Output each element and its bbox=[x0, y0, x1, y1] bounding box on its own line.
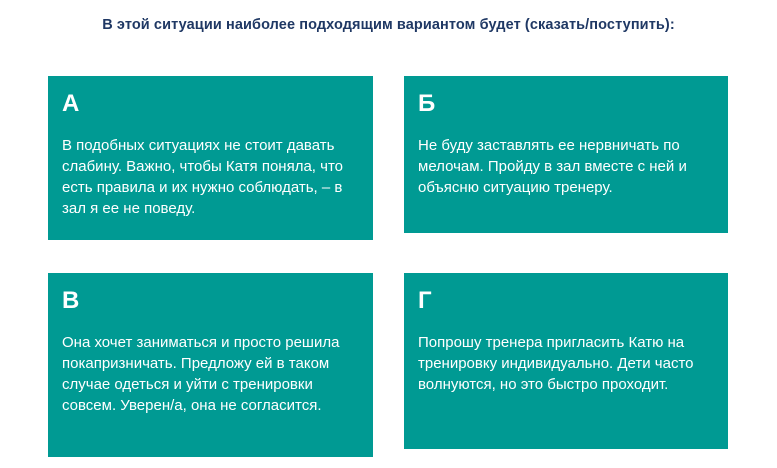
option-card-c[interactable] bbox=[48, 273, 373, 457]
option-text: Она хочет заниматься и просто решила покапризничать. Предложу ей в таком случае одеться и уйти с тренировки совсем. Уверен/а, она не согласится. bbox=[62, 334, 340, 414]
option-text: В подобных ситуациях не стоит давать слабину. Важно, чтобы Катя поняла, что есть правила и их нужно соблюдать, – в зал я ее не поведу. bbox=[62, 137, 343, 217]
option-letter: Б bbox=[418, 90, 436, 117]
option-letter: Г bbox=[418, 287, 432, 314]
option-text: Не буду заставлять ее нервничать по мелочам. Пройду в зал вместе с ней и объясню ситуацию тренеру. bbox=[418, 137, 687, 196]
option-text: Попрошу тренера пригласить Катю на тренировку индивидуально. Дети часто волнуются, но это быстро проходит. bbox=[418, 334, 694, 393]
option-card-b[interactable] bbox=[404, 76, 728, 233]
question-text: В этой ситуации наиболее подходящим вариантом будет (сказать/поступить): bbox=[102, 17, 675, 33]
option-card-a[interactable] bbox=[48, 76, 373, 240]
option-card-d[interactable] bbox=[404, 273, 728, 449]
option-letter: А bbox=[62, 90, 80, 117]
option-letter: В bbox=[62, 287, 80, 314]
